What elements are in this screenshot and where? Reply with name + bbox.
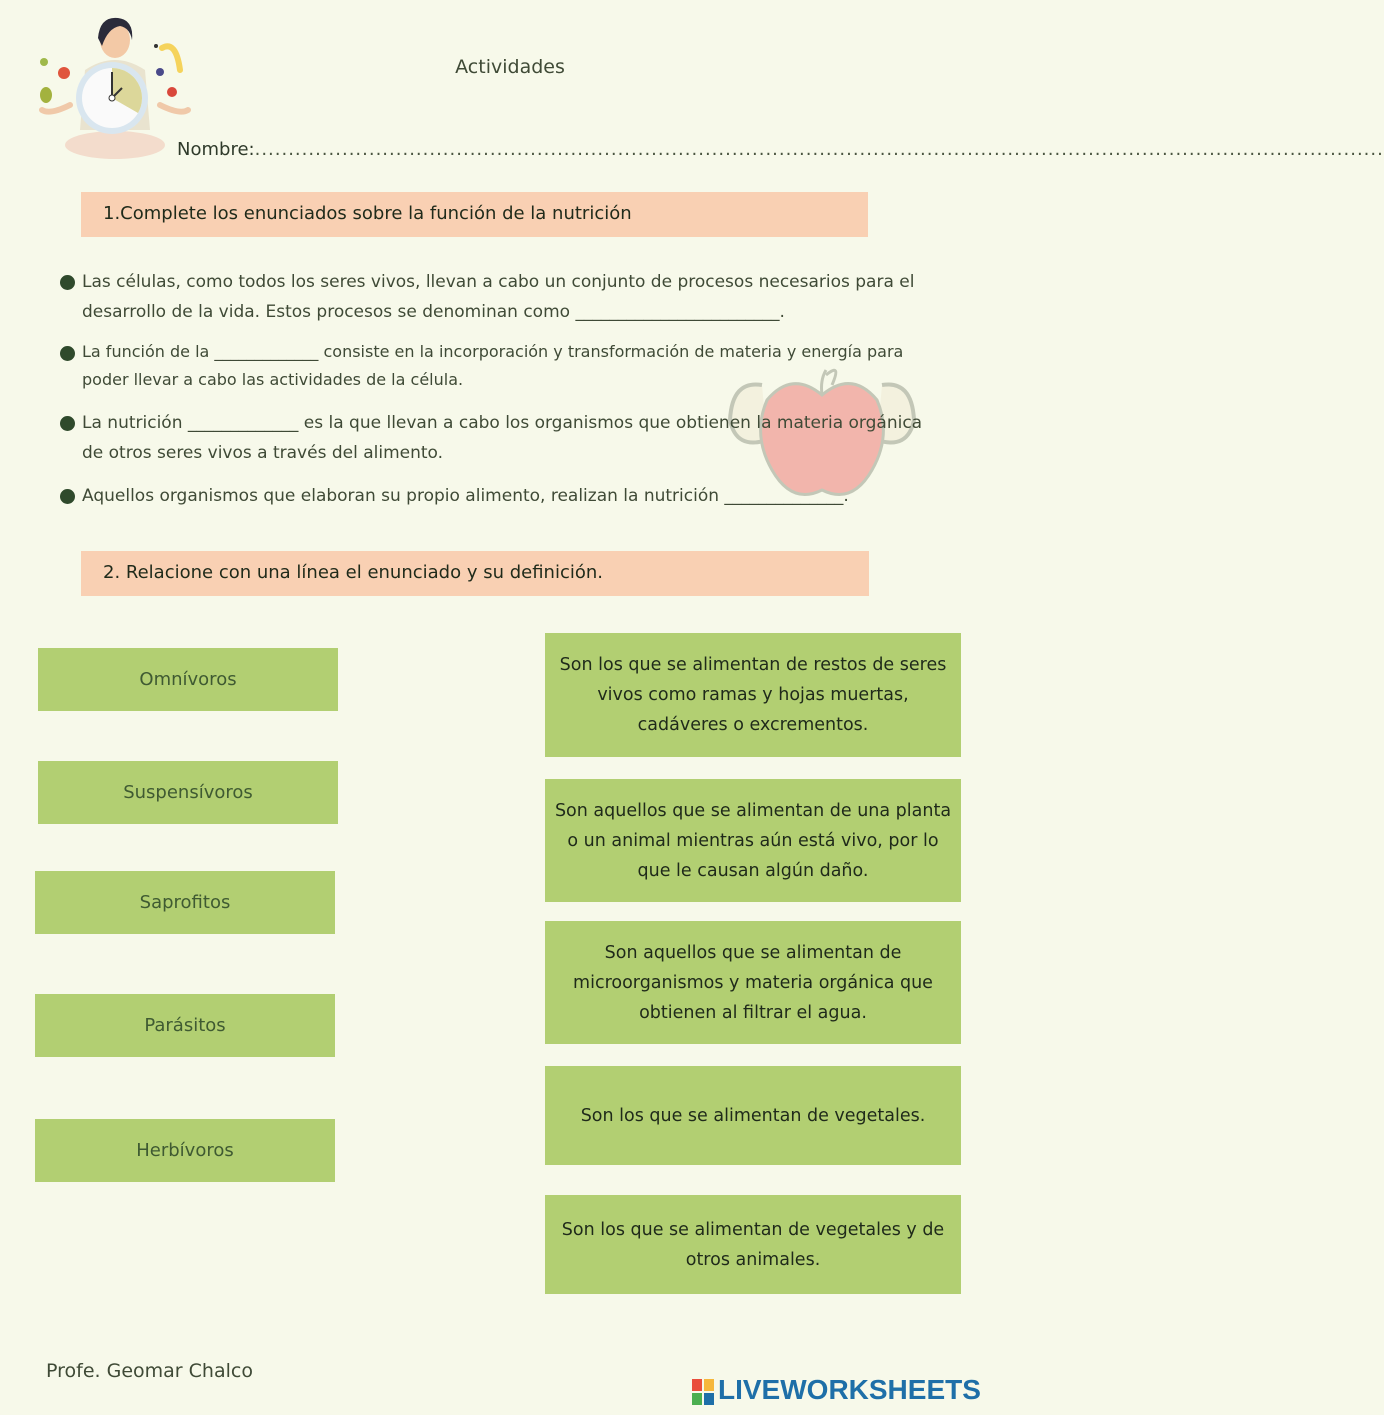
definition-text: Son los que se alimentan de vegetales. xyxy=(580,1105,926,1126)
term-label: Herbívoros xyxy=(136,1140,234,1161)
definition-box-5[interactable] xyxy=(545,1195,961,1294)
bullet-icon xyxy=(60,489,75,504)
bullet-icon xyxy=(60,416,75,431)
term-label: Saprofitos xyxy=(139,892,231,913)
section2-heading: 2. Relacione con una línea el enunciado y su definición. xyxy=(103,562,604,583)
statement-4-text: Aquellos organismos que elaboran su propio alimento, realizan la nutrición ______________. xyxy=(82,486,849,506)
definition-text: Son los que se alimentan de vegetales y de otros animales. xyxy=(561,1219,945,1270)
statement-3 xyxy=(60,408,930,468)
liveworksheets-logo-icon xyxy=(692,1379,714,1405)
term-box-suspensivoros[interactable] xyxy=(38,761,338,824)
definition-box-2[interactable] xyxy=(545,779,961,902)
definition-text: Son aquellos que se alimentan de microorganismos y materia orgánica que obtienen al filtrar el agua. xyxy=(573,942,933,1023)
definition-text: Son aquellos que se alimentan de una planta o un animal mientras aún está vivo, por lo que le causan algún daño. xyxy=(554,800,952,881)
statement-2 xyxy=(60,338,930,394)
bullet-icon xyxy=(60,275,75,290)
author-name: Profe. Geomar Chalco xyxy=(46,1360,253,1382)
definition-box-4[interactable] xyxy=(545,1066,961,1165)
section2-banner xyxy=(81,551,869,596)
section1-banner xyxy=(81,192,868,237)
term-box-parasitos[interactable] xyxy=(35,994,335,1057)
statement-4 xyxy=(60,481,930,511)
statement-1 xyxy=(60,267,930,327)
section1-heading: 1.Complete los enunciados sobre la función de la nutrición xyxy=(103,203,632,224)
definition-text: Son los que se alimentan de restos de seres vivos como ramas y hojas muertas, cadáveres o excrementos. xyxy=(559,655,947,735)
definition-box-1[interactable] xyxy=(545,633,961,757)
statement-3-text: La nutrición _____________ es la que llevan a cabo los organismos que obtienen la materia orgánica de otros seres vivos a través del alimento. xyxy=(82,413,923,463)
term-box-herbivoros[interactable] xyxy=(35,1119,335,1182)
brand-name: LIVEWORKSHEETS xyxy=(718,1374,981,1405)
term-box-saprofitos[interactable] xyxy=(35,871,335,934)
name-label: Nombre: xyxy=(177,139,255,160)
definition-box-3[interactable] xyxy=(545,921,961,1044)
term-label: Omnívoros xyxy=(139,669,237,690)
term-box-omnivoros[interactable] xyxy=(38,648,338,711)
meditation-clock-illustration xyxy=(30,10,200,165)
name-dotted-line: ........................................................................................................................................................................ xyxy=(254,139,1384,160)
liveworksheets-brand[interactable] xyxy=(692,1374,981,1406)
statement-1-text: Las células, como todos los seres vivos, llevan a cabo un conjunto de procesos necesarios para el desarrollo de la vida. Estos procesos se denominan como ________________________. xyxy=(82,272,915,322)
term-label: Parásitos xyxy=(144,1015,226,1036)
name-field[interactable] xyxy=(177,139,1384,160)
statement-2-text: La función de la _____________ consiste en la incorporación y transformación de materia y energía para poder llevar a cabo las actividades de la célula. xyxy=(82,342,904,389)
page-title: Actividades xyxy=(455,56,565,78)
term-label: Suspensívoros xyxy=(123,782,253,803)
bullet-icon xyxy=(60,346,75,361)
